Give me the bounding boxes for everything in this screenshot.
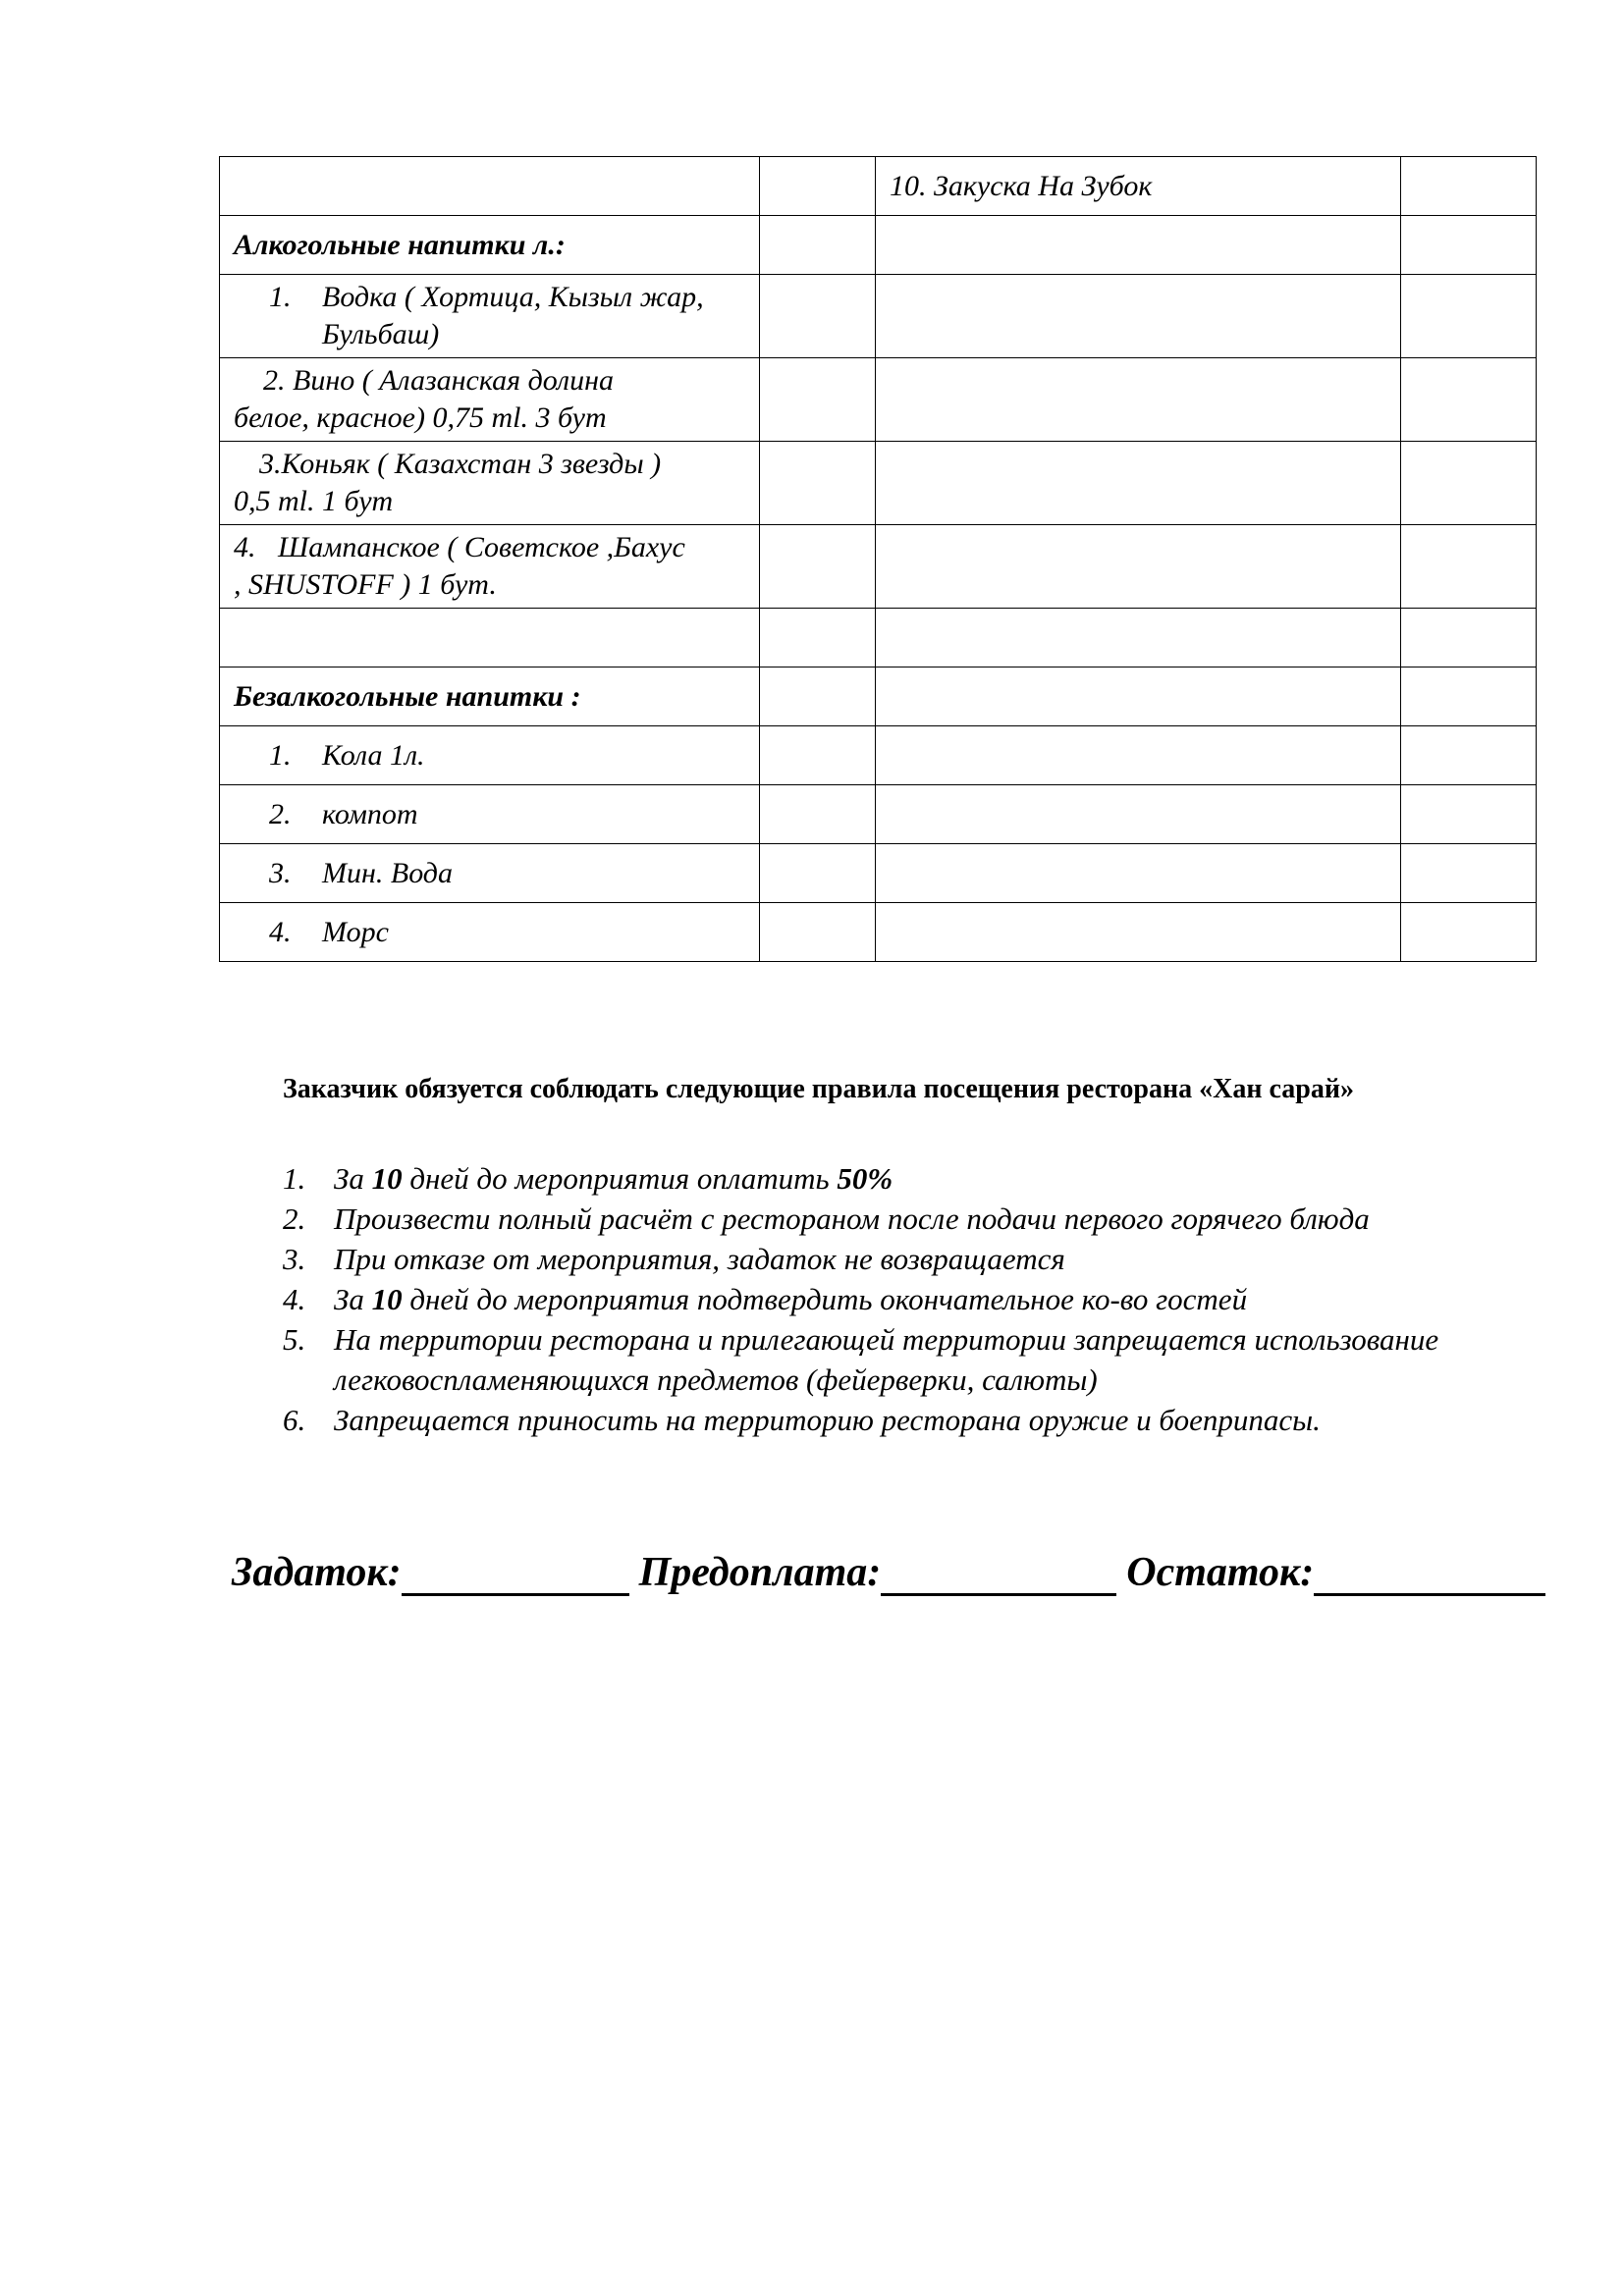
rule-text-part: За xyxy=(334,1282,372,1316)
rule-bold: 10 xyxy=(371,1282,403,1316)
table-cell xyxy=(760,442,876,525)
rule-text-part: дней до мероприятия подтвердить окончательное ко-во гостей xyxy=(402,1282,1248,1316)
table-cell xyxy=(760,275,876,358)
list-item xyxy=(283,1239,1559,1279)
table-row xyxy=(220,726,1537,785)
rule-number: 6. xyxy=(283,1403,306,1437)
table-row xyxy=(220,609,1537,667)
table-cell xyxy=(1401,667,1537,726)
rule-bold: 10 xyxy=(371,1161,403,1196)
table-cell xyxy=(220,785,760,844)
table-cell xyxy=(1401,275,1537,358)
prepay-label: Предоплата: xyxy=(638,1550,882,1595)
table-cell xyxy=(220,726,760,785)
deposit-label: Задаток: xyxy=(232,1550,402,1595)
item-label: Мин. Вода xyxy=(322,856,453,889)
rule-text xyxy=(334,1158,893,1199)
table-cell xyxy=(760,903,876,962)
table-cell xyxy=(220,275,760,358)
table-cell xyxy=(760,157,876,216)
table-cell xyxy=(220,609,760,667)
item-number: 2. xyxy=(269,797,292,830)
table-cell xyxy=(220,442,760,525)
balance-label: Остаток: xyxy=(1126,1550,1315,1595)
payment-line xyxy=(232,1549,1555,1596)
table-cell xyxy=(760,609,876,667)
item-number: 3. xyxy=(269,856,292,889)
item-label-cont: 0,5 ml. 1 бут xyxy=(234,485,394,517)
table-cell xyxy=(1401,525,1537,609)
table-row xyxy=(220,358,1537,442)
rules-title: Заказчик обязуется соблюдать следующие правила посещения ресторана «Хан сарай» xyxy=(283,1074,1354,1104)
table-row xyxy=(220,275,1537,358)
list-item xyxy=(283,1319,1559,1400)
table-cell xyxy=(1401,903,1537,962)
table-cell xyxy=(876,667,1401,726)
rule-number: 4. xyxy=(283,1282,306,1316)
table-cell xyxy=(1401,216,1537,275)
item-label: 4. Шампанское ( Советское ,Бахус xyxy=(234,531,685,563)
table-cell xyxy=(1401,726,1537,785)
balance-blank[interactable] xyxy=(1314,1554,1545,1596)
table-cell xyxy=(760,844,876,903)
table-cell xyxy=(1401,442,1537,525)
table-cell xyxy=(760,358,876,442)
table-cell xyxy=(876,785,1401,844)
table-cell xyxy=(876,442,1401,525)
table-cell xyxy=(1401,358,1537,442)
table-cell xyxy=(876,609,1401,667)
rule-number: 2. xyxy=(283,1201,306,1236)
list-item xyxy=(283,1400,1559,1440)
item-label-cont: белое, красное) 0,75 ml. 3 бут xyxy=(234,401,607,434)
rule-text: Запрещается приносить на территорию ресторана оружие и боеприпасы. xyxy=(334,1403,1321,1437)
table-cell xyxy=(760,667,876,726)
table-cell xyxy=(220,844,760,903)
table-cell xyxy=(220,525,760,609)
table-cell xyxy=(1401,844,1537,903)
list-item xyxy=(283,1158,1559,1199)
rule-text: На территории ресторана и прилегающей территории запрещается использование легковоспламеняющихся предметов (фейерверки, салюты) xyxy=(334,1322,1439,1397)
item-label: Водка ( Хортица, Кызыл жар, Бульбаш) xyxy=(322,281,704,350)
table-cell xyxy=(1401,609,1537,667)
rule-text: Произвести полный расчёт с рестораном после подачи первого горячего блюда xyxy=(334,1201,1370,1236)
item-number: 1. xyxy=(269,281,292,313)
table-cell xyxy=(876,525,1401,609)
item-label-cont: , SHUSTOFF ) 1 бут. xyxy=(234,568,497,601)
item-label: 3.Коньяк ( Казахстан 3 звезды ) xyxy=(259,448,662,480)
table-cell xyxy=(1401,157,1537,216)
item-number: 4. xyxy=(269,915,292,948)
table-row xyxy=(220,844,1537,903)
table-row xyxy=(220,157,1537,216)
rule-text-part: За xyxy=(334,1161,372,1196)
rule-number: 1. xyxy=(283,1161,306,1196)
rules-list xyxy=(283,1158,1559,1440)
section-heading-non-alcoholic: Безалкогольные напитки : xyxy=(220,667,760,726)
table-cell xyxy=(760,726,876,785)
table-cell xyxy=(1401,785,1537,844)
deposit-blank[interactable] xyxy=(402,1554,629,1596)
table-row xyxy=(220,442,1537,525)
rule-number: 5. xyxy=(283,1322,306,1357)
rule-bold: 50% xyxy=(837,1161,893,1196)
table-cell: 10. Закуска На Зубок xyxy=(876,157,1401,216)
table-cell xyxy=(876,216,1401,275)
rule-text xyxy=(334,1279,1247,1319)
table-row xyxy=(220,525,1537,609)
table-cell xyxy=(760,216,876,275)
list-item xyxy=(283,1199,1559,1239)
table-cell xyxy=(876,275,1401,358)
table-cell xyxy=(876,844,1401,903)
item-label: Морс xyxy=(322,915,389,948)
item-label: компот xyxy=(322,797,418,830)
rule-number: 3. xyxy=(283,1242,306,1276)
menu-table xyxy=(219,156,1537,962)
table-cell xyxy=(220,358,760,442)
table-cell xyxy=(760,785,876,844)
table-cell xyxy=(876,358,1401,442)
rule-text-part: дней до мероприятия оплатить xyxy=(402,1161,838,1196)
table-cell xyxy=(220,157,760,216)
item-number: 1. xyxy=(269,738,292,772)
table-row xyxy=(220,216,1537,275)
table-cell xyxy=(876,726,1401,785)
table-row xyxy=(220,903,1537,962)
table-cell xyxy=(220,903,760,962)
item-label: Кола 1л. xyxy=(322,738,425,772)
prepay-blank[interactable] xyxy=(881,1554,1116,1596)
table-row xyxy=(220,667,1537,726)
list-item xyxy=(283,1279,1559,1319)
table-cell xyxy=(876,903,1401,962)
item-label: 2. Вино ( Алазанская долина xyxy=(263,364,614,397)
table-row xyxy=(220,785,1537,844)
section-heading-alcoholic: Алкогольные напитки л.: xyxy=(220,216,760,275)
rule-text: При отказе от мероприятия, задаток не возвращается xyxy=(334,1242,1065,1276)
table-cell xyxy=(760,525,876,609)
